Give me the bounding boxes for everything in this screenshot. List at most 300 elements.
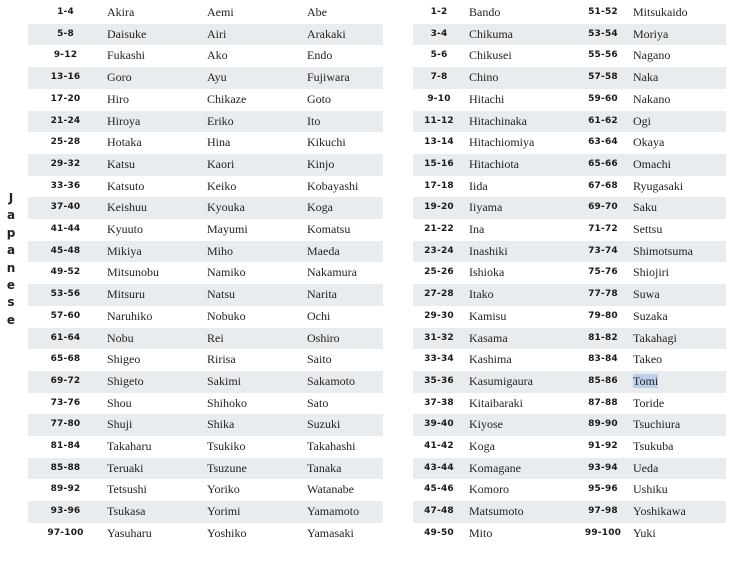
town-name-b-text[interactable]: Tsuchiura [633, 417, 681, 432]
male-name-cell [103, 306, 203, 328]
town-range-b-text[interactable]: 97-98 [588, 506, 618, 517]
surname-text[interactable]: Fujiwara [307, 70, 350, 85]
town-range-b-cell [577, 111, 629, 133]
male-name-cell [103, 371, 203, 393]
town-range-a-text[interactable]: 21-22 [424, 224, 454, 235]
town-range-b-text[interactable]: 77-78 [588, 289, 618, 300]
town-name-a-cell [465, 154, 577, 176]
female-name-text[interactable]: Nobuko [207, 308, 246, 323]
town-range-b-cell [577, 458, 629, 480]
town-range-b-text[interactable]: 85-86 [588, 375, 618, 386]
town-range-b-text[interactable]: 75-76 [588, 267, 618, 278]
town-range-a-cell [413, 176, 465, 198]
town-name-b-text[interactable]: Shiojiri [633, 265, 670, 280]
town-name-a-text[interactable]: Iiyama [469, 200, 503, 215]
town-range-b-text[interactable]: 53-54 [588, 28, 618, 39]
town-name-a-text[interactable]: Mito [469, 525, 493, 540]
male-name-text[interactable]: Mitsuru [107, 287, 146, 302]
town-range-b-cell [577, 45, 629, 67]
town-name-a-text[interactable]: Matsumoto [469, 504, 524, 519]
town-range-b-text[interactable]: 69-70 [588, 202, 618, 213]
male-name-text[interactable]: Akira [107, 5, 135, 19]
male-range-text[interactable]: 61-64 [50, 332, 81, 343]
town-range-a-cell [413, 89, 465, 111]
town-name-a-text[interactable]: Komagane [469, 460, 521, 475]
town-name-a-text[interactable]: Hitachiomiya [469, 135, 535, 150]
town-range-a-text[interactable]: 17-18 [424, 180, 454, 191]
side-label-letter: a [6, 208, 16, 223]
side-label-letter: J [8, 191, 14, 205]
town-range-a-text[interactable]: 39-40 [424, 419, 454, 430]
town-name-b-text[interactable]: Yuki [633, 525, 656, 540]
female-name-text[interactable]: Yoriko [207, 482, 240, 497]
table-row [28, 241, 726, 263]
male-range-text[interactable]: 5-8 [57, 28, 74, 39]
female-name-cell [203, 89, 303, 111]
town-name-b-cell [629, 45, 726, 67]
town-name-a-cell [465, 284, 577, 306]
town-range-a-text[interactable]: 45-46 [424, 484, 454, 495]
male-name-text[interactable]: Shigeo [107, 352, 141, 367]
male-range-text[interactable]: 97-100 [47, 527, 84, 538]
male-name-cell [103, 328, 203, 350]
male-name-text[interactable]: Mikiya [107, 243, 142, 258]
female-name-cell [203, 111, 303, 133]
female-name-text[interactable]: Kaori [207, 156, 235, 171]
town-name-a-cell [465, 393, 577, 415]
town-name-b-text[interactable]: Yoshikawa [633, 504, 686, 519]
male-name-text[interactable]: Hiro [107, 91, 129, 106]
town-range-b-text[interactable]: 51-52 [588, 7, 618, 17]
male-range-cell [28, 393, 103, 415]
column-gap [383, 219, 413, 241]
town-range-a-text[interactable]: 19-20 [424, 202, 454, 213]
surname-cell [303, 111, 383, 133]
town-range-b-cell [577, 436, 629, 458]
town-name-b-text[interactable]: Saku [633, 200, 657, 215]
column-gap [383, 132, 413, 154]
town-range-b-cell [577, 67, 629, 89]
town-range-a-text[interactable]: 29-30 [424, 310, 454, 321]
town-range-b-cell [577, 89, 629, 111]
column-gap [383, 154, 413, 176]
surname-text[interactable]: Saito [307, 352, 332, 367]
table-row [28, 328, 726, 350]
town-name-b-text[interactable]: Nakano [633, 91, 671, 106]
town-name-b-text[interactable]: Takahagi [633, 330, 677, 345]
surname-text[interactable]: Sakamoto [307, 373, 355, 388]
male-range-cell [28, 284, 103, 306]
town-name-a-text[interactable]: Chikusei [469, 48, 512, 63]
male-name-text[interactable]: Fukashi [107, 48, 146, 63]
male-name-cell [103, 219, 203, 241]
town-range-a-text[interactable]: 47-48 [424, 506, 454, 517]
town-range-b-text[interactable]: 59-60 [588, 93, 618, 104]
male-range-text[interactable]: 81-84 [50, 441, 81, 452]
town-range-a-text[interactable]: 9-10 [427, 93, 451, 104]
town-range-a-cell [413, 523, 465, 545]
town-name-a-text[interactable]: Bando [469, 5, 501, 19]
male-name-cell [103, 479, 203, 501]
side-label-letter: e [6, 312, 16, 327]
town-range-b-text[interactable]: 61-62 [588, 115, 618, 126]
male-name-cell [103, 45, 203, 67]
town-name-b-text[interactable]: Suwa [633, 287, 660, 302]
town-name-a-text[interactable]: Komoro [469, 482, 509, 497]
town-name-b-cell [629, 2, 726, 24]
town-range-a-text[interactable]: 27-28 [424, 289, 454, 300]
town-name-a-text[interactable]: Hitachiota [469, 156, 519, 171]
town-range-b-text[interactable]: 99-100 [584, 527, 622, 538]
town-name-b-text[interactable]: Omachi [633, 156, 671, 171]
town-name-a-text[interactable]: Inashiki [469, 243, 508, 258]
table-row [28, 436, 726, 458]
side-label-letter: n [6, 260, 16, 275]
town-name-a-text[interactable]: Ina [469, 222, 485, 237]
male-name-text[interactable]: Naruhiko [107, 308, 153, 323]
female-name-text[interactable]: Shihoko [207, 395, 248, 410]
female-name-text[interactable]: Shika [207, 417, 235, 432]
male-range-cell [28, 479, 103, 501]
female-name-text[interactable]: Namiko [207, 265, 246, 280]
surname-text[interactable]: Oshiro [307, 330, 340, 345]
male-name-text[interactable]: Keishuu [107, 200, 147, 215]
male-name-text[interactable]: Shou [107, 395, 132, 410]
town-range-b-text[interactable]: 79-80 [588, 310, 618, 321]
male-range-text[interactable]: 37-40 [50, 202, 81, 213]
town-name-a-text[interactable]: Kashima [469, 352, 512, 367]
town-range-b-text[interactable]: 95-96 [588, 484, 618, 495]
surname-cell [303, 501, 383, 523]
town-name-b-text[interactable]: Ogi [633, 113, 651, 128]
male-range-cell [28, 414, 103, 436]
town-range-a-text[interactable]: 11-12 [424, 115, 454, 126]
male-range-text[interactable]: 65-68 [50, 354, 81, 365]
female-name-text[interactable]: Yoshiko [207, 525, 247, 540]
male-name-text[interactable]: Yasuharu [107, 525, 152, 540]
female-name-text[interactable]: Ayu [207, 70, 227, 85]
surname-text[interactable]: Maeda [307, 243, 340, 258]
town-name-b-cell [629, 176, 726, 198]
town-range-a-text[interactable]: 23-24 [424, 245, 454, 256]
town-name-b-text[interactable]: Moriya [633, 26, 669, 41]
town-range-b-text[interactable]: 67-68 [588, 180, 618, 191]
male-name-text[interactable]: Mitsunobu [107, 265, 160, 280]
town-range-b-text[interactable]: 71-72 [588, 224, 618, 235]
male-range-text[interactable]: 93-96 [50, 506, 81, 517]
column-gap [383, 2, 413, 24]
town-name-b-text[interactable]: Ryugasaki [633, 178, 684, 193]
surname-text[interactable]: Ochi [307, 308, 331, 323]
town-name-b-text[interactable]: Okaya [633, 135, 665, 150]
surname-text[interactable]: Kobayashi [307, 178, 359, 193]
town-range-a-text[interactable]: 33-34 [424, 354, 454, 365]
column-gap [383, 45, 413, 67]
town-range-b-cell [577, 176, 629, 198]
male-name-text[interactable]: Hiroya [107, 113, 141, 128]
town-name-b-text[interactable]: Naka [633, 70, 659, 85]
surname-cell [303, 328, 383, 350]
town-range-a-cell [413, 501, 465, 523]
town-range-a-cell [413, 371, 465, 393]
female-name-cell [203, 241, 303, 263]
male-name-text[interactable]: Shuji [107, 417, 133, 432]
female-name-cell [203, 132, 303, 154]
town-range-b-cell [577, 24, 629, 46]
male-name-text[interactable]: Tetsushi [107, 482, 147, 497]
surname-text[interactable]: Nakamura [307, 265, 357, 280]
town-range-a-text[interactable]: 1-2 [430, 7, 448, 17]
female-name-text[interactable]: Airi [207, 26, 227, 41]
female-name-text[interactable]: Eriko [207, 113, 234, 128]
town-range-b-cell [577, 241, 629, 263]
female-name-text[interactable]: Tsuzune [207, 460, 247, 475]
male-range-cell [28, 197, 103, 219]
town-name-b-text[interactable]: Tsukuba [633, 439, 674, 454]
town-range-a-cell [413, 67, 465, 89]
town-name-b-cell [629, 24, 726, 46]
female-name-text[interactable]: Chikaze [207, 91, 247, 106]
town-name-b-cell [629, 523, 726, 545]
town-name-b-text[interactable]: Nagano [633, 48, 671, 63]
town-range-b-text[interactable]: 83-84 [588, 354, 618, 365]
town-name-a-text[interactable]: Ishioka [469, 265, 505, 280]
town-name-a-cell [465, 479, 577, 501]
male-range-text[interactable]: 25-28 [50, 137, 81, 148]
male-name-text[interactable]: Tsukasa [107, 504, 146, 519]
male-range-cell [28, 24, 103, 46]
surname-text[interactable]: Kikuchi [307, 135, 346, 150]
male-range-text[interactable]: 73-76 [50, 397, 81, 408]
male-name-cell [103, 132, 203, 154]
male-name-cell [103, 154, 203, 176]
female-name-text[interactable]: Ako [207, 48, 228, 63]
surname-cell [303, 349, 383, 371]
town-range-b-cell [577, 414, 629, 436]
town-name-a-text[interactable]: Kamisu [469, 308, 507, 323]
town-name-a-text[interactable]: Kitaibaraki [469, 395, 523, 410]
surname-text[interactable]: Abe [307, 5, 327, 19]
surname-text[interactable]: Takahashi [307, 439, 356, 454]
male-name-text[interactable]: Hotaka [107, 135, 142, 150]
town-range-a-text[interactable]: 3-4 [430, 28, 448, 39]
female-name-text[interactable]: Rei [207, 330, 224, 345]
town-name-b-text[interactable]: Takeo [633, 352, 663, 367]
town-name-b-text[interactable]: Mitsukaido [633, 5, 688, 19]
male-range-text[interactable]: 13-16 [50, 72, 81, 83]
table-row [28, 197, 726, 219]
male-range-text[interactable]: 85-88 [50, 462, 81, 473]
surname-text[interactable]: Goto [307, 91, 331, 106]
town-range-a-text[interactable]: 31-32 [424, 332, 454, 343]
town-range-a-text[interactable]: 5-6 [430, 50, 448, 61]
town-range-b-text[interactable]: 57-58 [588, 72, 618, 83]
female-name-cell [203, 45, 303, 67]
male-range-cell [28, 349, 103, 371]
table-row [28, 501, 726, 523]
town-range-a-text[interactable]: 13-14 [424, 137, 454, 148]
town-range-b-text[interactable]: 63-64 [588, 137, 618, 148]
town-name-a-text[interactable]: Koga [469, 439, 495, 454]
town-range-a-text[interactable]: 41-42 [424, 441, 454, 452]
surname-text[interactable]: Tanaka [307, 460, 342, 475]
town-name-a-cell [465, 197, 577, 219]
surname-cell [303, 458, 383, 480]
male-range-text[interactable]: 17-20 [50, 93, 81, 104]
surname-text[interactable]: Sato [307, 395, 329, 410]
male-name-text[interactable]: Kyuuto [107, 222, 143, 237]
male-range-text[interactable]: 49-52 [50, 267, 81, 278]
town-range-b-text[interactable]: 89-90 [588, 419, 618, 430]
female-name-text[interactable]: Kyouka [207, 200, 245, 215]
male-range-text[interactable]: 29-32 [50, 158, 81, 169]
male-range-text[interactable]: 89-92 [50, 484, 81, 495]
male-name-text[interactable]: Katsu [107, 156, 135, 171]
table-row [28, 393, 726, 415]
town-range-a-text[interactable]: 15-16 [424, 158, 454, 169]
surname-text[interactable]: Komatsu [307, 222, 351, 237]
female-name-text[interactable]: Hina [207, 135, 231, 150]
column-gap [383, 328, 413, 350]
male-name-text[interactable]: Daisuke [107, 26, 147, 41]
male-name-cell [103, 24, 203, 46]
male-range-text[interactable]: 21-24 [50, 115, 81, 126]
female-name-text[interactable]: Natsu [207, 287, 235, 302]
surname-text[interactable]: Yamasaki [307, 525, 354, 540]
female-name-text[interactable]: Sakimi [207, 373, 242, 388]
town-range-a-cell [413, 154, 465, 176]
surname-text[interactable]: Koga [307, 200, 333, 215]
town-name-b-text[interactable]: Ushiku [633, 482, 668, 497]
town-name-b-cell [629, 414, 726, 436]
town-name-b-cell [629, 306, 726, 328]
surname-text[interactable]: Narita [307, 287, 337, 302]
town-range-a-cell [413, 219, 465, 241]
town-range-b-cell [577, 371, 629, 393]
male-range-cell [28, 241, 103, 263]
male-name-cell [103, 414, 203, 436]
town-range-a-text[interactable]: 7-8 [430, 72, 448, 83]
town-range-a-cell [413, 111, 465, 133]
town-range-b-text[interactable]: 55-56 [588, 50, 618, 61]
town-range-a-text[interactable]: 37-38 [424, 397, 454, 408]
male-name-cell [103, 241, 203, 263]
town-range-b-cell [577, 154, 629, 176]
town-range-b-text[interactable]: 93-94 [588, 462, 618, 473]
town-name-a-text[interactable]: Kasumigaura [469, 373, 533, 388]
town-name-a-text[interactable]: Itako [469, 287, 494, 302]
surname-text[interactable]: Watanabe [307, 482, 355, 497]
male-range-text[interactable]: 77-80 [50, 419, 81, 430]
town-range-a-text[interactable]: 35-36 [424, 375, 454, 386]
table-row [28, 262, 726, 284]
male-range-text[interactable]: 69-72 [50, 375, 81, 386]
town-name-b-text[interactable]: Ueda [633, 460, 659, 475]
surname-text[interactable]: Suzuki [307, 417, 341, 432]
town-range-a-cell [413, 436, 465, 458]
surname-text[interactable]: Yamamoto [307, 504, 360, 519]
male-name-text[interactable]: Goro [107, 70, 132, 85]
town-name-a-text[interactable]: Chikuma [469, 26, 513, 41]
male-name-cell [103, 393, 203, 415]
male-range-text[interactable]: 41-44 [50, 224, 81, 235]
male-range-text[interactable]: 57-60 [50, 310, 81, 321]
male-range-text[interactable]: 1-4 [57, 7, 74, 17]
table-row [28, 306, 726, 328]
town-name-a-text[interactable]: Chino [469, 70, 499, 85]
female-name-text[interactable]: Yorimi [207, 504, 241, 519]
town-name-a-cell [465, 24, 577, 46]
female-name-text[interactable]: Tsukiko [207, 439, 246, 454]
town-name-a-text[interactable]: Kiyose [469, 417, 503, 432]
male-name-text[interactable]: Shigeto [107, 373, 144, 388]
female-name-text[interactable]: Mayumi [207, 222, 248, 237]
town-range-a-text[interactable]: 43-44 [424, 462, 454, 473]
male-name-text[interactable]: Katsuto [107, 178, 145, 193]
female-name-text[interactable]: Keiko [207, 178, 237, 193]
names-table [28, 2, 726, 545]
female-name-text[interactable]: Miho [207, 243, 234, 258]
surname-text[interactable]: Ito [307, 113, 321, 128]
town-range-a-cell [413, 24, 465, 46]
town-name-b-text[interactable]: Suzaka [633, 308, 668, 323]
female-name-cell [203, 501, 303, 523]
town-range-a-text[interactable]: 49-50 [424, 527, 454, 538]
town-name-b-text[interactable]: Toride [633, 395, 665, 410]
male-range-text[interactable]: 9-12 [53, 50, 78, 61]
male-range-cell [28, 523, 103, 545]
male-range-text[interactable]: 45-48 [50, 245, 81, 256]
town-name-b-cell [629, 197, 726, 219]
male-range-cell [28, 67, 103, 89]
column-gap [383, 176, 413, 198]
male-range-cell [28, 132, 103, 154]
surname-text[interactable]: Kinjo [307, 156, 335, 171]
town-name-a-text[interactable]: Iida [469, 178, 488, 193]
male-name-text[interactable]: Teruaki [107, 460, 144, 475]
surname-text[interactable]: Endo [307, 48, 333, 63]
town-range-b-text[interactable]: 81-82 [588, 332, 618, 343]
male-range-cell [28, 371, 103, 393]
town-range-b-text[interactable]: 73-74 [588, 245, 618, 256]
female-name-cell [203, 458, 303, 480]
town-name-a-text[interactable]: Hitachinaka [469, 113, 527, 128]
town-name-a-text[interactable]: Kasama [469, 330, 508, 345]
town-range-b-text[interactable]: 65-66 [588, 158, 618, 169]
town-name-b-text[interactable]: Shimotsuma [633, 243, 694, 258]
selected-text[interactable]: Tomi [633, 373, 659, 388]
male-range-cell [28, 458, 103, 480]
town-range-b-text[interactable]: 91-92 [588, 441, 618, 452]
surname-cell [303, 262, 383, 284]
male-name-cell [103, 523, 203, 545]
male-range-text[interactable]: 53-56 [50, 289, 81, 300]
town-name-a-text[interactable]: Hitachi [469, 91, 505, 106]
female-name-text[interactable]: Aemi [207, 5, 234, 19]
male-name-text[interactable]: Takaharu [107, 439, 152, 454]
town-name-b-text[interactable]: Settsu [633, 222, 663, 237]
male-range-cell [28, 306, 103, 328]
female-name-text[interactable]: Ririsa [207, 352, 236, 367]
town-range-b-text[interactable]: 87-88 [588, 397, 618, 408]
surname-text[interactable]: Arakaki [307, 26, 346, 41]
male-range-cell [28, 45, 103, 67]
female-name-cell [203, 197, 303, 219]
town-range-a-text[interactable]: 25-26 [424, 267, 454, 278]
male-name-text[interactable]: Nobu [107, 330, 134, 345]
male-range-text[interactable]: 33-36 [50, 180, 81, 191]
surname-cell [303, 154, 383, 176]
